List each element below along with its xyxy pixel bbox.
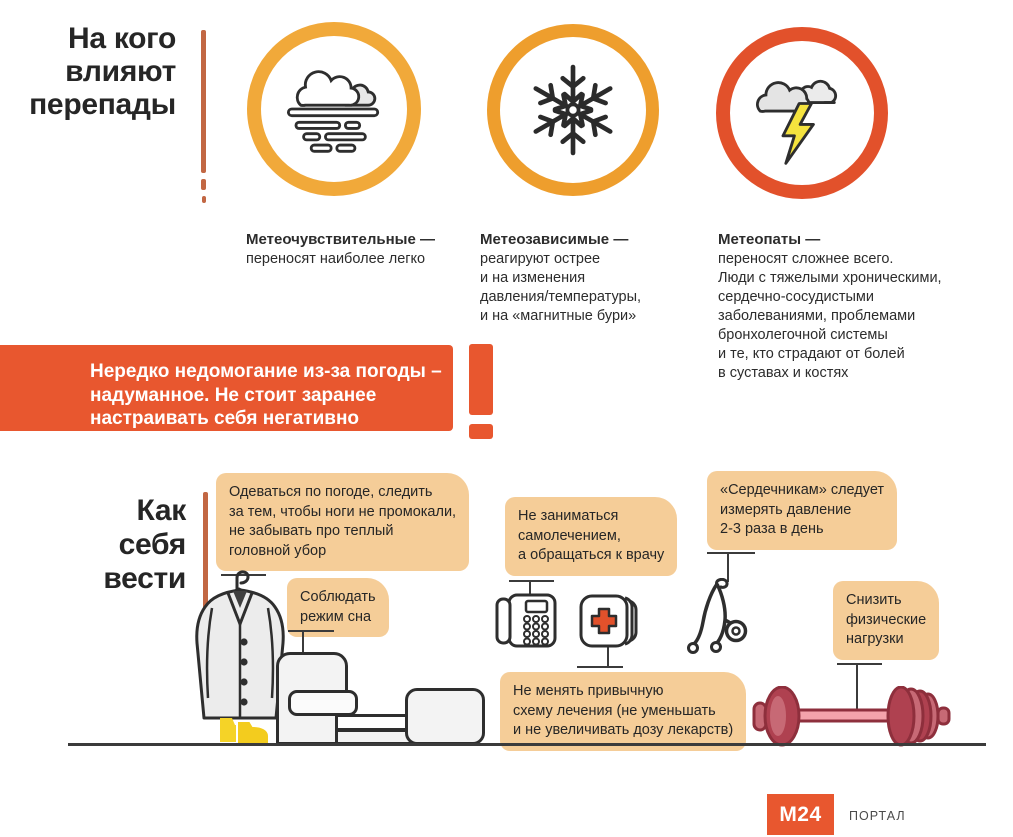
accent-line-top-dash-small <box>202 196 206 203</box>
connector-treatment-v <box>607 646 609 668</box>
exclamation-dot <box>469 424 493 439</box>
stethoscope-icon <box>686 578 748 658</box>
callout-dress <box>216 473 469 571</box>
connector-treatment-h <box>577 666 623 668</box>
label-text: переносят наиболее легко <box>246 251 426 267</box>
callout-text: Одеваться по погоде, следить за тем, чтобы ноги не промокали, не забывать про теплый головной убор <box>229 484 457 559</box>
connector-pressure-h <box>707 552 755 554</box>
storm-icon <box>745 56 859 170</box>
phone-icon <box>494 592 558 650</box>
connector-load-h <box>837 663 882 665</box>
callout-text: Не менять привычную схему лечения (не уменьшать и не увеличивать дозу лекарств) <box>513 683 734 738</box>
m24-logo <box>767 794 834 835</box>
snowflake-icon <box>517 54 629 166</box>
warning-banner <box>0 345 453 431</box>
who-section-title: На кого влияют перепады <box>29 22 176 121</box>
group-label-sensitive <box>246 230 435 269</box>
connector-doctor-h <box>509 580 554 582</box>
callout-load <box>833 581 939 660</box>
callout-text: Снизить физические нагрузки <box>846 592 927 647</box>
label-heading: Метеопаты — <box>718 231 821 248</box>
ground-line <box>68 743 986 746</box>
weather-circle-sensitive <box>247 22 421 196</box>
bed-pillow <box>288 690 358 716</box>
accent-line-top <box>201 30 206 173</box>
accent-line-top-dash <box>201 179 206 190</box>
fog-icon <box>277 52 391 166</box>
portal-label: ПОРТАЛ <box>849 809 906 823</box>
label-text: переносят сложнее всего. Люди с тяжелыми хроническими, сердечно-сосудистыми заболеваниями, проблемами бронхолегочной системы и те, кто страдают от болей в суставах и костях <box>718 251 942 381</box>
callout-text: «Сердечникам» следует измерять давление 2-3 раза в день <box>720 482 885 537</box>
weather-circle-dependent <box>487 24 659 196</box>
callout-pressure <box>707 471 897 550</box>
callout-treatment <box>500 672 746 751</box>
m24-logo-text: М24 <box>779 802 822 826</box>
first-aid-kit-icon <box>579 594 639 648</box>
callout-doctor <box>505 497 677 576</box>
callout-text: Не заниматься самолечением, а обращаться к врачу <box>518 508 665 563</box>
label-heading: Метеозависимые — <box>480 231 629 248</box>
label-heading: Метеочувствительные — <box>246 231 435 248</box>
banner-text: Нередко недомогание из-за погоды – надуманное. Не стоит заранее настраивать себя негативно <box>90 361 442 429</box>
group-label-dependent <box>480 230 641 326</box>
group-label-meteopath <box>718 230 942 383</box>
barbell-icon <box>752 686 952 747</box>
label-text: реагируют острее и на изменения давления/температуры, и на «магнитные бури» <box>480 251 642 324</box>
bed-footboard <box>405 688 485 745</box>
callout-text: Соблюдать режим сна <box>300 589 376 625</box>
exclamation-bar <box>469 344 493 415</box>
weather-circle-meteopath <box>716 27 888 199</box>
behave-section-title: Как себя вести <box>103 494 186 595</box>
